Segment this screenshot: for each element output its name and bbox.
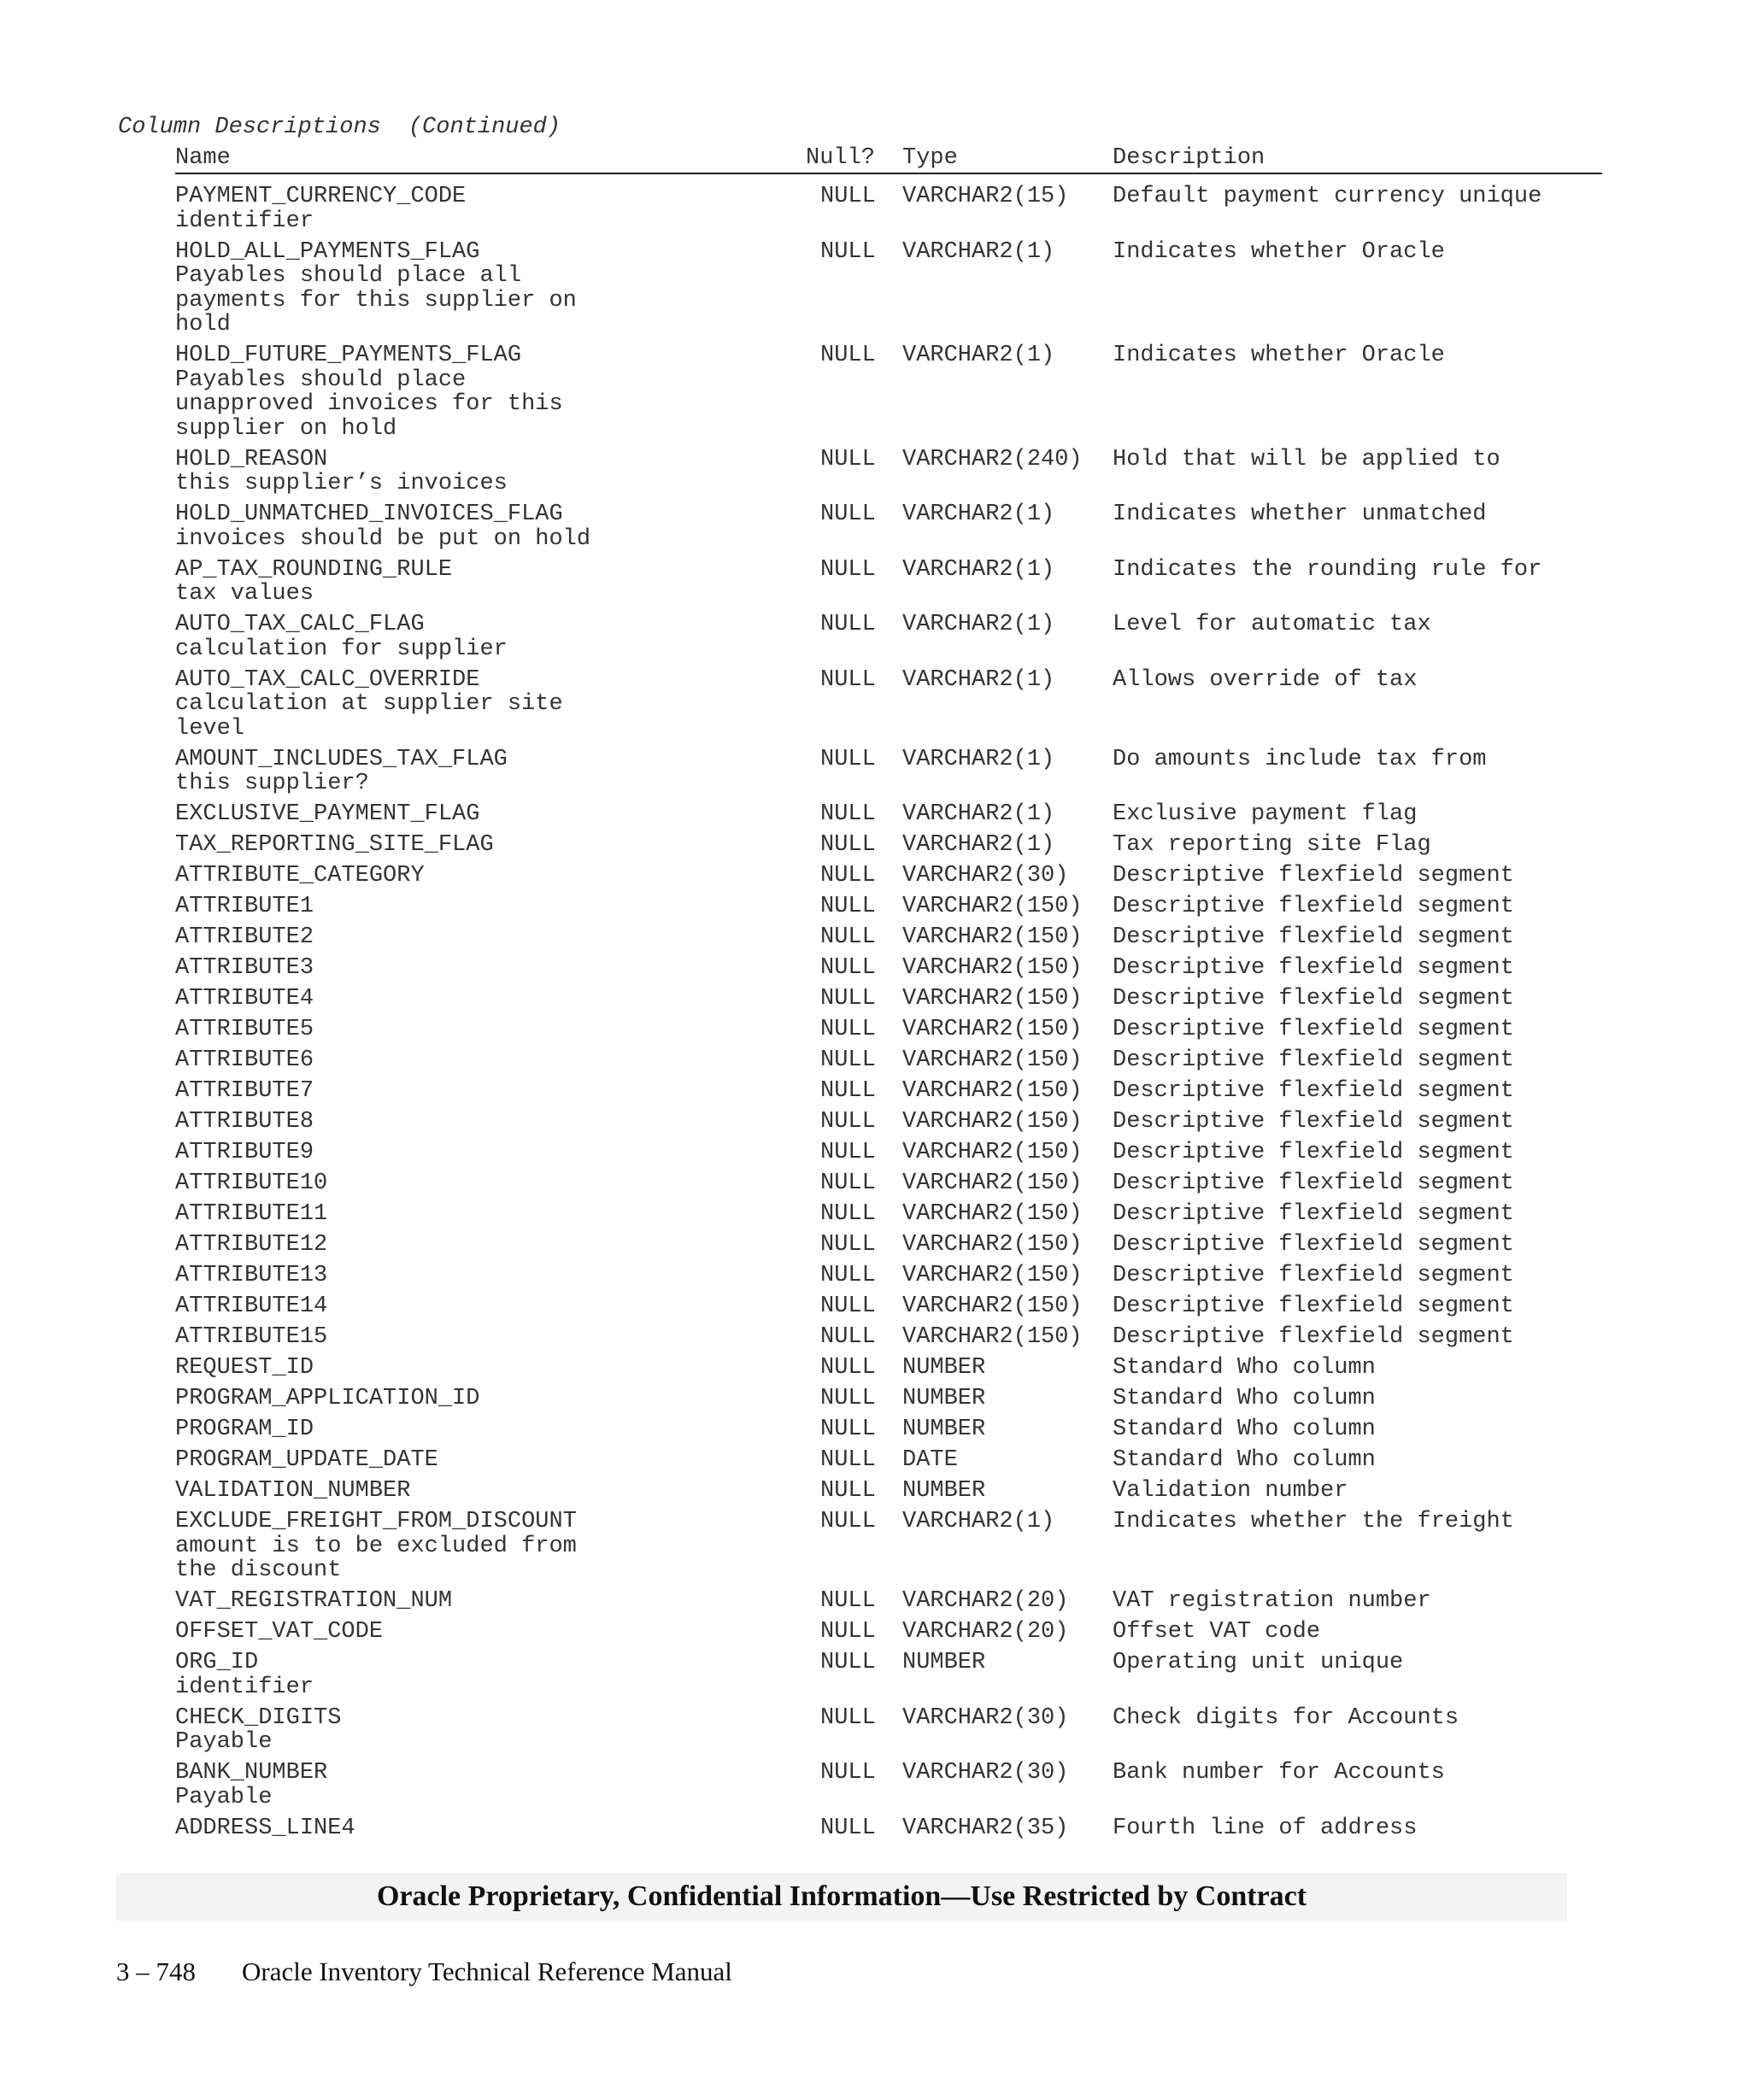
table-row: [175, 1294, 1602, 1319]
column-description: Level for automatic tax calculation for supplier: [175, 612, 1431, 662]
column-type: VARCHAR2(150): [902, 1140, 1083, 1165]
column-null: NULL: [820, 1447, 876, 1473]
column-name: REQUEST_ID: [175, 1355, 314, 1381]
table-row: [175, 448, 1602, 496]
column-description: Do amounts include tax from this supplier?: [175, 746, 1487, 796]
column-description: Descriptive flexfield segment: [1113, 1078, 1514, 1104]
column-type: VARCHAR2(150): [902, 1293, 1083, 1319]
column-type: NUMBER: [902, 1478, 986, 1504]
header-description: Description: [1113, 145, 1266, 171]
column-null: NULL: [820, 894, 876, 919]
column-description: Descriptive flexfield segment: [1113, 1201, 1514, 1227]
table-row: [175, 864, 1602, 889]
column-type: VARCHAR2(30): [902, 1704, 1069, 1731]
column-null: NULL: [820, 1201, 876, 1227]
column-type: NUMBER: [902, 1417, 986, 1442]
column-null: NULL: [820, 612, 876, 637]
header-type: Type: [902, 145, 958, 171]
column-name: ATTRIBUTE5: [175, 1017, 314, 1042]
table-row: [175, 925, 1602, 950]
column-descriptions-table: [175, 145, 1602, 1847]
table-row: [175, 1264, 1602, 1288]
column-type: VARCHAR2(1): [902, 556, 1055, 583]
column-null: NULL: [820, 1170, 876, 1196]
column-null: NULL: [820, 556, 876, 583]
table-row: [175, 343, 1602, 441]
header-name: Name: [175, 145, 231, 171]
column-type: VARCHAR2(30): [902, 863, 1069, 889]
column-type: VARCHAR2(1): [902, 502, 1055, 527]
column-description: Indicates whether unmatched invoices should be put on hold: [175, 502, 1487, 552]
table-row: [175, 987, 1602, 1012]
table-row: [175, 613, 1602, 661]
column-null: NULL: [820, 1047, 876, 1073]
column-description: Descriptive flexfield segment: [1113, 1324, 1514, 1350]
column-description: VAT registration number: [1113, 1588, 1431, 1614]
table-row: [175, 1387, 1602, 1411]
column-type: NUMBER: [902, 1650, 986, 1675]
column-description: Descriptive flexfield segment: [1113, 1170, 1514, 1196]
column-null: NULL: [820, 1815, 876, 1841]
column-type: VARCHAR2(150): [902, 986, 1083, 1012]
table-row: [175, 1761, 1602, 1810]
column-type: VARCHAR2(35): [902, 1815, 1069, 1841]
column-null: NULL: [820, 502, 876, 527]
column-type: VARCHAR2(150): [902, 1047, 1083, 1073]
column-description: Descriptive flexfield segment: [1113, 1017, 1514, 1042]
column-name: ATTRIBUTE15: [175, 1324, 328, 1350]
column-name: ATTRIBUTE14: [175, 1293, 328, 1319]
column-description: Check digits for Accounts Payable: [175, 1704, 1459, 1755]
column-name: AP_TAX_ROUNDING_RULE: [175, 556, 453, 583]
column-name: AUTO_TAX_CALC_OVERRIDE: [175, 666, 480, 693]
column-description: Descriptive flexfield segment: [1113, 986, 1514, 1012]
table-row: [175, 1510, 1602, 1583]
column-name: VAT_REGISTRATION_NUM: [175, 1588, 453, 1614]
column-type: VARCHAR2(1): [902, 612, 1055, 637]
column-name: ORG_ID: [175, 1650, 259, 1675]
column-null: NULL: [820, 446, 876, 472]
column-name: ATTRIBUTE1: [175, 894, 314, 919]
table-row: [175, 956, 1602, 981]
column-type: NUMBER: [902, 1355, 986, 1381]
column-description: Standard Who column: [1113, 1447, 1376, 1473]
column-description: Descriptive flexfield segment: [1113, 1263, 1514, 1288]
column-description: Fourth line of address: [1113, 1815, 1418, 1841]
column-null: NULL: [820, 832, 876, 858]
banner-text: Oracle Proprietary, Confidential Information––Use Restricted by Contract: [376, 1880, 1307, 1912]
column-type: VARCHAR2(30): [902, 1760, 1069, 1786]
column-name: AUTO_TAX_CALC_FLAG: [175, 612, 425, 637]
table-row: [175, 1448, 1602, 1473]
column-null: NULL: [820, 1109, 876, 1135]
column-description: Descriptive flexfield segment: [1113, 1109, 1514, 1135]
table-row: [175, 833, 1602, 858]
table-row: [175, 1325, 1602, 1350]
column-description: Offset VAT code: [1113, 1619, 1321, 1645]
column-null: NULL: [820, 746, 876, 772]
column-name: TAX_REPORTING_SITE_FLAG: [175, 832, 494, 858]
section-title-text: Column Descriptions: [118, 114, 381, 140]
table-row: [175, 240, 1602, 337]
column-name: OFFSET_VAT_CODE: [175, 1619, 384, 1645]
table-row: [175, 1141, 1602, 1165]
column-description: Descriptive flexfield segment: [1113, 1293, 1514, 1319]
column-type: VARCHAR2(1): [902, 666, 1055, 693]
column-name: AMOUNT_INCLUDES_TAX_FLAG: [175, 746, 508, 772]
column-description: Descriptive flexfield segment: [1113, 1232, 1514, 1258]
column-description: Standard Who column: [1113, 1417, 1376, 1442]
column-name: ATTRIBUTE10: [175, 1170, 328, 1196]
column-type: VARCHAR2(150): [902, 1170, 1083, 1196]
column-null: NULL: [820, 1704, 876, 1731]
column-null: NULL: [820, 1263, 876, 1288]
column-type: VARCHAR2(150): [902, 1201, 1083, 1227]
table-row: [175, 1589, 1602, 1614]
column-name: ADDRESS_LINE4: [175, 1815, 355, 1841]
column-null: NULL: [820, 1232, 876, 1258]
column-null: NULL: [820, 343, 876, 368]
table-row: [175, 1706, 1602, 1755]
column-type: VARCHAR2(1): [902, 801, 1055, 827]
column-null: NULL: [820, 924, 876, 950]
column-type: VARCHAR2(150): [902, 1232, 1083, 1258]
column-type: VARCHAR2(150): [902, 1324, 1083, 1350]
column-description: Hold that will be applied to this supplier’s invoices: [175, 446, 1500, 496]
table-row: [175, 1110, 1602, 1135]
column-description: Standard Who column: [1113, 1355, 1376, 1381]
column-name: ATTRIBUTE8: [175, 1109, 314, 1135]
column-name: ATTRIBUTE4: [175, 986, 314, 1012]
column-name: ATTRIBUTE11: [175, 1201, 328, 1227]
table-row: [175, 1048, 1602, 1073]
column-description: Bank number for Accounts Payable: [175, 1760, 1445, 1810]
column-type: VARCHAR2(1): [902, 746, 1055, 772]
manual-title: Oracle Inventory Technical Reference Manual: [242, 1956, 732, 1986]
column-null: NULL: [820, 1619, 876, 1645]
column-description: Descriptive flexfield segment: [1113, 955, 1514, 981]
table-row: [175, 1816, 1602, 1841]
table-row: [175, 748, 1602, 796]
column-name: ATTRIBUTE12: [175, 1232, 328, 1258]
column-type: VARCHAR2(150): [902, 894, 1083, 919]
column-name: HOLD_ALL_PAYMENTS_FLAG: [175, 238, 480, 265]
column-description: Descriptive flexfield segment: [1113, 1140, 1514, 1165]
column-type: VARCHAR2(1): [902, 238, 1055, 265]
table-row: [175, 185, 1602, 233]
table-row: [175, 895, 1602, 919]
header-null: Null?: [806, 145, 876, 171]
column-description: Validation number: [1113, 1478, 1348, 1504]
column-name: PAYMENT_CURRENCY_CODE: [175, 184, 467, 209]
page-footer: [116, 1956, 732, 1987]
column-description: Default payment currency unique identifier: [175, 184, 1542, 234]
column-name: HOLD_UNMATCHED_INVOICES_FLAG: [175, 502, 563, 527]
column-null: NULL: [820, 184, 876, 209]
table-row: [175, 1417, 1602, 1442]
column-type: VARCHAR2(20): [902, 1588, 1069, 1614]
column-description: Standard Who column: [1113, 1386, 1376, 1411]
column-description: Descriptive flexfield segment: [1113, 1047, 1514, 1073]
column-name: CHECK_DIGITS: [175, 1704, 342, 1731]
column-null: NULL: [820, 1588, 876, 1614]
column-type: VARCHAR2(15): [902, 184, 1069, 209]
table-row: [175, 1171, 1602, 1196]
column-null: NULL: [820, 1650, 876, 1675]
column-description: Allows override of tax calculation at supplier site level: [175, 666, 1418, 742]
column-null: NULL: [820, 1140, 876, 1165]
column-name: ATTRIBUTE6: [175, 1047, 314, 1073]
column-null: NULL: [820, 1509, 876, 1534]
column-null: NULL: [820, 1417, 876, 1442]
column-null: NULL: [820, 238, 876, 265]
column-null: NULL: [820, 1386, 876, 1411]
table-row: [175, 1620, 1602, 1645]
column-type: VARCHAR2(150): [902, 1109, 1083, 1135]
column-name: ATTRIBUTE7: [175, 1078, 314, 1104]
table-row: [175, 502, 1602, 551]
confidential-banner: [116, 1873, 1567, 1921]
table-row: [175, 1479, 1602, 1504]
column-description: Indicates whether Oracle Payables should place all payments for this supplier on hold: [175, 238, 1445, 337]
table-row: [175, 802, 1602, 827]
column-name: ATTRIBUTE3: [175, 955, 314, 981]
table-header: [175, 145, 1602, 174]
column-null: NULL: [820, 1478, 876, 1504]
column-name: ATTRIBUTE_CATEGORY: [175, 863, 425, 889]
column-null: NULL: [820, 1760, 876, 1786]
table-row: [175, 1202, 1602, 1227]
column-type: DATE: [902, 1447, 958, 1473]
column-name: EXCLUDE_FREIGHT_FROM_DISCOUNT: [175, 1509, 577, 1534]
page-number: 3 – 748: [116, 1956, 196, 1986]
column-name: PROGRAM_UPDATE_DATE: [175, 1447, 438, 1473]
table-row: [175, 558, 1602, 607]
table-row: [175, 668, 1602, 742]
column-type: VARCHAR2(20): [902, 1619, 1069, 1645]
table-row: [175, 1018, 1602, 1042]
column-description: Indicates the rounding rule for tax values: [175, 556, 1542, 607]
section-title: [118, 114, 561, 140]
column-type: VARCHAR2(150): [902, 955, 1083, 981]
column-type: VARCHAR2(150): [902, 1017, 1083, 1042]
section-title-continued: (Continued): [408, 114, 561, 140]
column-name: ATTRIBUTE9: [175, 1140, 314, 1165]
column-name: HOLD_REASON: [175, 446, 328, 472]
column-description: Tax reporting site Flag: [1113, 832, 1431, 858]
column-description: Descriptive flexfield segment: [1113, 863, 1514, 889]
column-null: NULL: [820, 986, 876, 1012]
column-type: VARCHAR2(1): [902, 343, 1055, 368]
column-null: NULL: [820, 1017, 876, 1042]
column-name: VALIDATION_NUMBER: [175, 1478, 411, 1504]
column-name: PROGRAM_APPLICATION_ID: [175, 1386, 480, 1411]
column-type: NUMBER: [902, 1386, 986, 1411]
column-description: Exclusive payment flag: [1113, 801, 1418, 827]
column-description: Descriptive flexfield segment: [1113, 894, 1514, 919]
column-description: Indicates whether the freight amount is to be excluded from the discount: [175, 1509, 1514, 1583]
column-null: NULL: [820, 666, 876, 693]
column-type: VARCHAR2(240): [902, 446, 1083, 472]
column-description: Operating unit unique identifier: [175, 1650, 1404, 1700]
column-null: NULL: [820, 1324, 876, 1350]
column-type: VARCHAR2(150): [902, 1263, 1083, 1288]
column-type: VARCHAR2(1): [902, 832, 1055, 858]
table-body: [175, 174, 1602, 1840]
column-description: Indicates whether Oracle Payables should place unapproved invoices for this supplier on hold: [175, 343, 1445, 442]
column-type: VARCHAR2(1): [902, 1509, 1055, 1534]
column-name: BANK_NUMBER: [175, 1760, 328, 1786]
column-name: HOLD_FUTURE_PAYMENTS_FLAG: [175, 343, 522, 368]
table-row: [175, 1079, 1602, 1104]
column-description: Descriptive flexfield segment: [1113, 924, 1514, 950]
column-type: VARCHAR2(150): [902, 1078, 1083, 1104]
column-name: EXCLUSIVE_PAYMENT_FLAG: [175, 801, 480, 827]
column-null: NULL: [820, 1078, 876, 1104]
column-name: PROGRAM_ID: [175, 1417, 314, 1442]
column-null: NULL: [820, 1293, 876, 1319]
column-null: NULL: [820, 955, 876, 981]
table-row: [175, 1356, 1602, 1381]
column-name: ATTRIBUTE13: [175, 1263, 328, 1288]
column-type: VARCHAR2(150): [902, 924, 1083, 950]
column-name: ATTRIBUTE2: [175, 924, 314, 950]
table-row: [175, 1651, 1602, 1699]
column-null: NULL: [820, 863, 876, 889]
column-null: NULL: [820, 801, 876, 827]
table-row: [175, 1233, 1602, 1258]
column-null: NULL: [820, 1355, 876, 1381]
